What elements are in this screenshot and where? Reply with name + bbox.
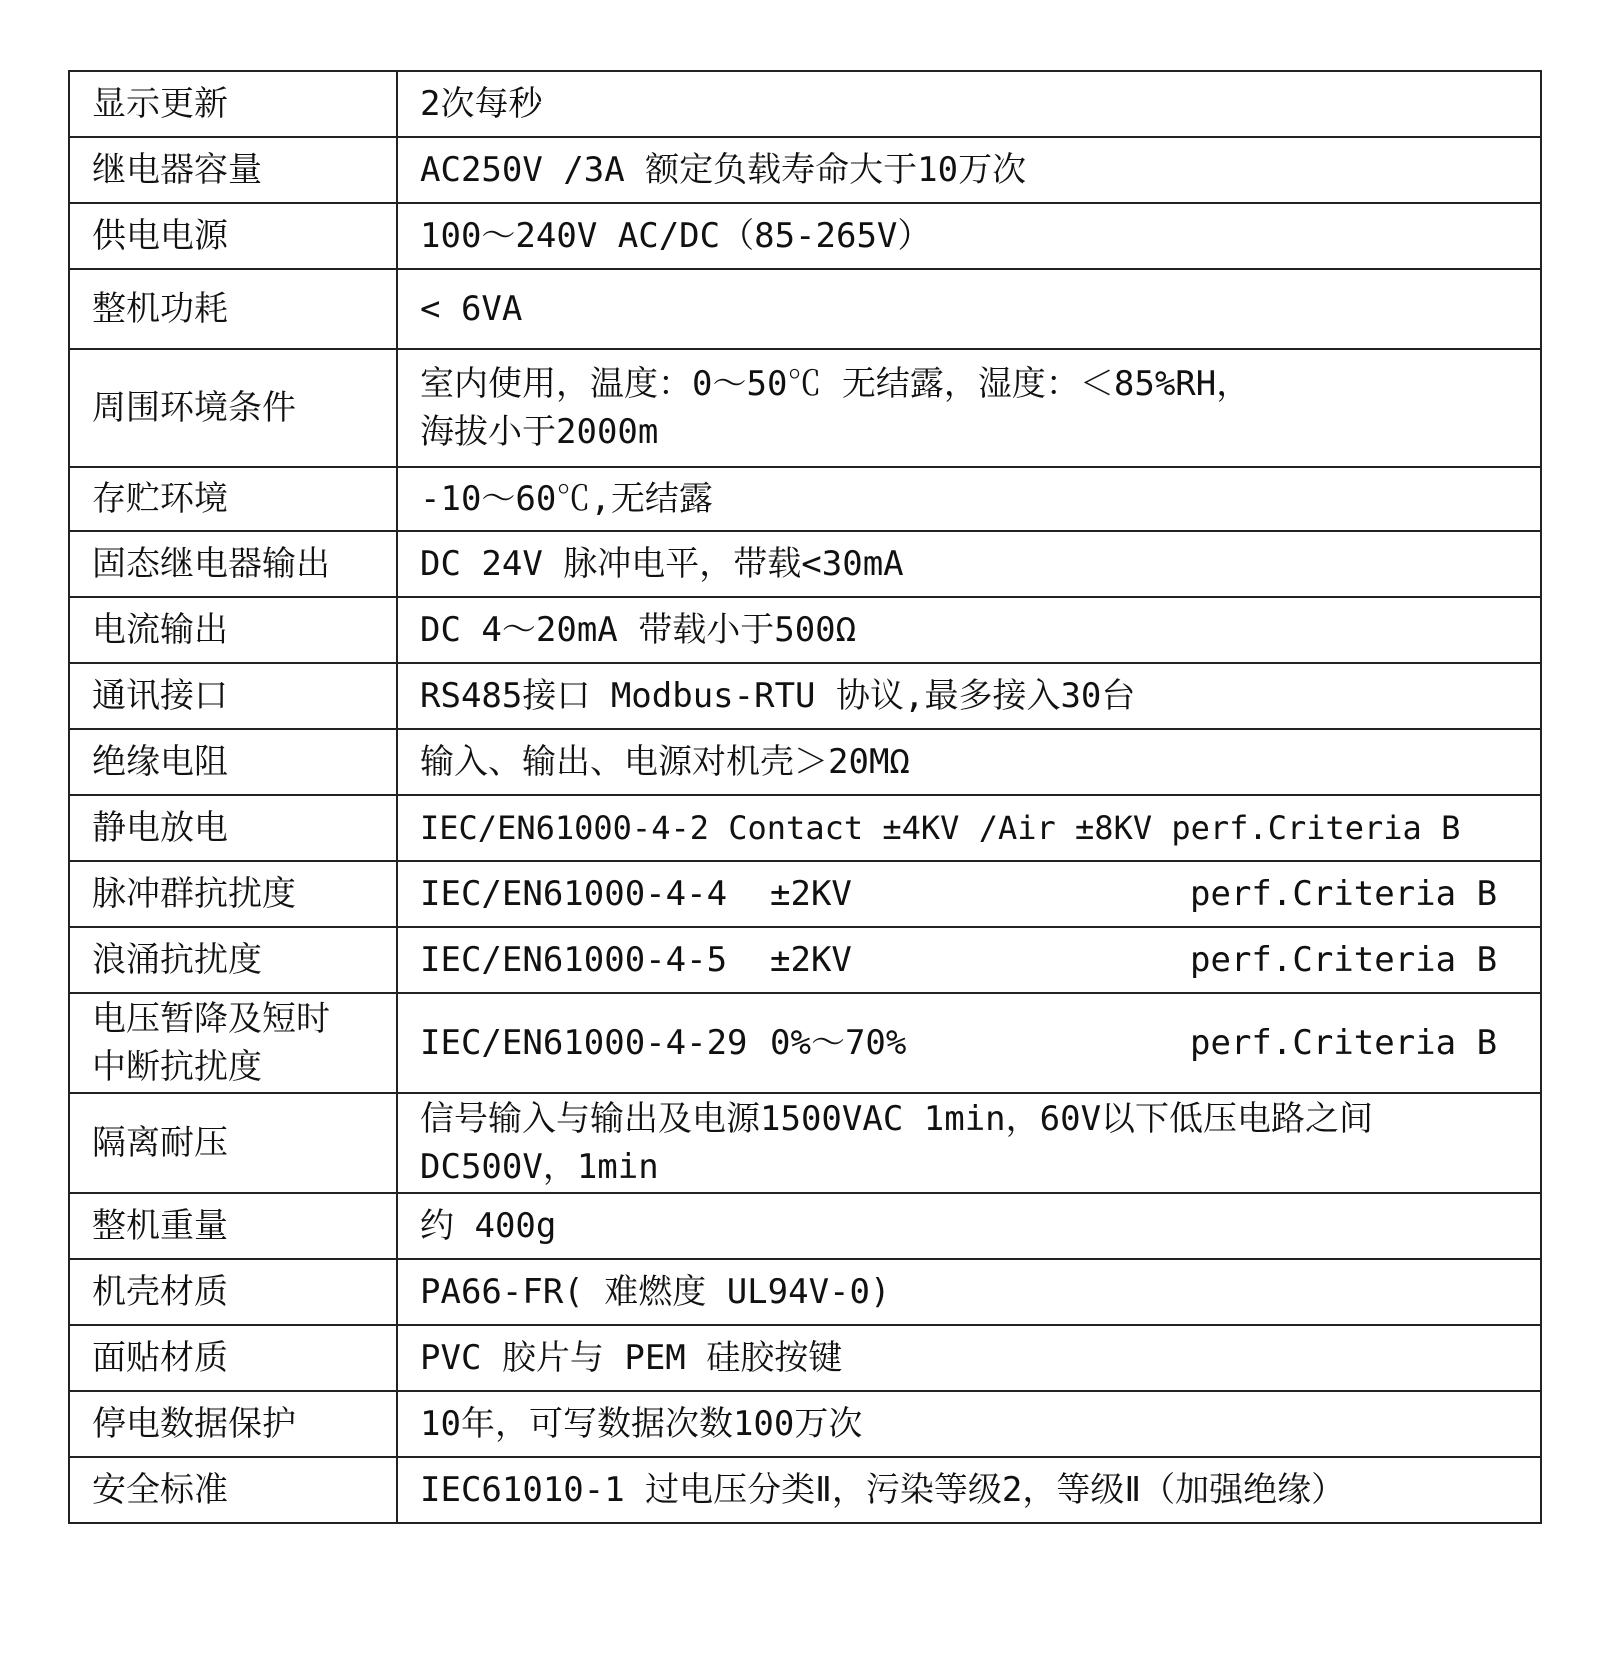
table-row xyxy=(69,861,1541,927)
row-value-line: DC500V，1min xyxy=(420,1147,659,1187)
row-label: 通讯接口 xyxy=(69,663,397,729)
row-value: PA66-FR( 难燃度 UL94V-0) xyxy=(397,1259,1541,1325)
row-label xyxy=(69,993,397,1093)
row-value: AC250V /3A 额定负载寿命大于10万次 xyxy=(397,137,1541,203)
table-row xyxy=(69,531,1541,597)
table-row xyxy=(69,663,1541,729)
row-label: 整机功耗 xyxy=(69,269,397,349)
row-value: < 6VA xyxy=(397,269,1541,349)
row-value xyxy=(397,861,1541,927)
row-label: 继电器容量 xyxy=(69,137,397,203)
table-row xyxy=(69,71,1541,137)
table-row xyxy=(69,993,1541,1093)
standard-text: IEC/EN61000-4-4 xyxy=(420,874,728,914)
row-value xyxy=(397,349,1541,467)
row-value: IEC61010-1 过电压分类Ⅱ，污染等级2，等级Ⅱ（加强绝缘） xyxy=(397,1457,1541,1523)
row-value: 10年，可写数据次数100万次 xyxy=(397,1391,1541,1457)
table-row xyxy=(69,795,1541,861)
row-label: 固态继电器输出 xyxy=(69,531,397,597)
row-label: 机壳材质 xyxy=(69,1259,397,1325)
row-value-line: 室内使用，温度：0～50℃ 无结露，湿度：＜85%RH， xyxy=(420,364,1251,404)
level-text: 0%～70% xyxy=(770,1023,907,1063)
row-label: 面贴材质 xyxy=(69,1325,397,1391)
table-row xyxy=(69,1193,1541,1259)
table-row xyxy=(69,349,1541,467)
row-value-line: 海拔小于2000m xyxy=(420,412,659,452)
row-value: PVC 胶片与 PEM 硅胶按键 xyxy=(397,1325,1541,1391)
table-row xyxy=(69,597,1541,663)
row-label: 静电放电 xyxy=(69,795,397,861)
table-row xyxy=(69,137,1541,203)
row-value: IEC/EN61000-4-2 Contact ±4KV /Air ±8KV perf.Criteria B xyxy=(397,795,1541,861)
row-value: DC 24V 脉冲电平，带载<30mA xyxy=(397,531,1541,597)
table-row xyxy=(69,1259,1541,1325)
table-row xyxy=(69,203,1541,269)
table-row xyxy=(69,927,1541,993)
row-label: 显示更新 xyxy=(69,71,397,137)
row-value: 输入、输出、电源对机壳＞20MΩ xyxy=(397,729,1541,795)
row-label: 周围环境条件 xyxy=(69,349,397,467)
row-label: 电流输出 xyxy=(69,597,397,663)
row-value xyxy=(397,993,1541,1093)
row-value: DC 4～20mA 带载小于500Ω xyxy=(397,597,1541,663)
row-value xyxy=(397,927,1541,993)
standard-text: IEC/EN61000-4-29 xyxy=(420,1023,748,1063)
criteria-text: perf.Criteria B xyxy=(1190,940,1498,980)
level-text: ±2KV xyxy=(770,940,852,980)
criteria-text: perf.Criteria B xyxy=(1190,874,1498,914)
row-value-line: 信号输入与输出及电源1500VAC 1min，60V以下低压电路之间 xyxy=(420,1099,1374,1139)
row-label: 浪涌抗扰度 xyxy=(69,927,397,993)
row-value xyxy=(397,1093,1541,1193)
row-value: 2次每秒 xyxy=(397,71,1541,137)
row-label: 整机重量 xyxy=(69,1193,397,1259)
table-row xyxy=(69,729,1541,795)
row-label: 停电数据保护 xyxy=(69,1391,397,1457)
table-row xyxy=(69,1093,1541,1193)
row-label: 存贮环境 xyxy=(69,467,397,531)
table-row xyxy=(69,269,1541,349)
row-label-line: 中断抗扰度 xyxy=(92,1047,262,1087)
criteria-text: perf.Criteria B xyxy=(1190,1023,1498,1063)
table-row xyxy=(69,1457,1541,1523)
row-value: -10～60℃,无结露 xyxy=(397,467,1541,531)
row-label-line: 电压暂降及短时 xyxy=(92,999,330,1039)
row-value: RS485接口 Modbus-RTU 协议,最多接入30台 xyxy=(397,663,1541,729)
spec-table xyxy=(68,70,1542,1524)
standard-text: IEC/EN61000-4-5 xyxy=(420,940,728,980)
row-label: 绝缘电阻 xyxy=(69,729,397,795)
row-label: 安全标准 xyxy=(69,1457,397,1523)
table-row xyxy=(69,1325,1541,1391)
row-value: 约 400g xyxy=(397,1193,1541,1259)
row-label: 供电电源 xyxy=(69,203,397,269)
row-value: 100～240V AC/DC（85-265V） xyxy=(397,203,1541,269)
table-row xyxy=(69,467,1541,531)
level-text: ±2KV xyxy=(770,874,852,914)
row-label: 脉冲群抗扰度 xyxy=(69,861,397,927)
row-label: 隔离耐压 xyxy=(69,1093,397,1193)
table-row xyxy=(69,1391,1541,1457)
